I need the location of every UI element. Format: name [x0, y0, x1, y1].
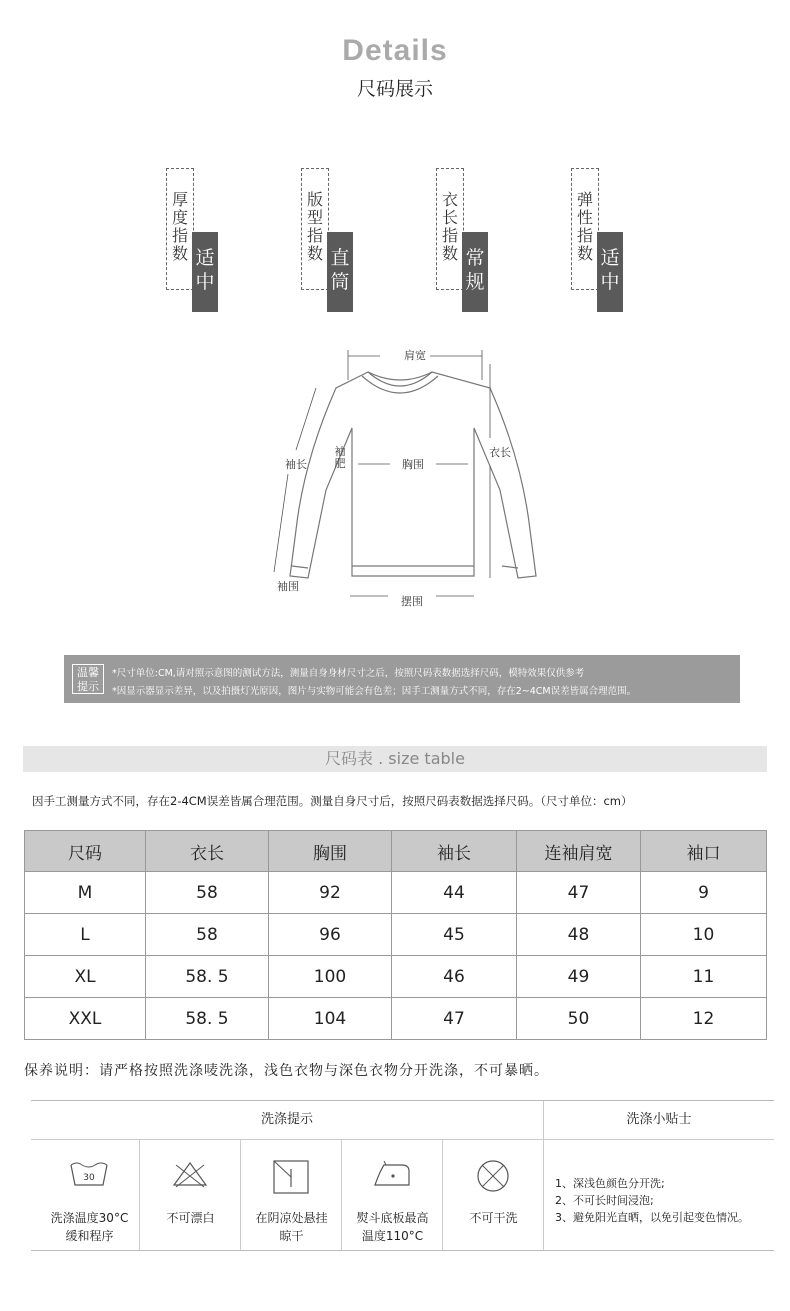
indicator-elasticity	[571, 168, 711, 313]
table-header-row	[25, 831, 767, 872]
cell: 48	[517, 914, 641, 956]
indicator-value: 适中	[192, 232, 218, 312]
cell: 58	[146, 914, 269, 956]
no-bleach-icon	[170, 1159, 210, 1189]
indicator-length	[436, 168, 576, 313]
wash-text	[39, 1209, 140, 1245]
wash-text	[342, 1209, 443, 1245]
notice-line-2: *因显示器显示差异，以及拍摄灯光原因，图片与实物可能会有色差；因手工测量方式不同，存在2~4CM误差皆属合理范围。	[112, 686, 637, 697]
cell: 45	[392, 914, 517, 956]
label-sleeve-length: 袖长	[285, 458, 307, 471]
care-instruction: 保养说明：请严格按照洗涤唛洗涤，浅色衣物与深色衣物分开洗涤，不可暴晒。	[24, 1063, 549, 1079]
wash-table	[31, 1100, 774, 1251]
wash-cell	[140, 1139, 241, 1250]
wash-30-icon	[69, 1159, 109, 1189]
cell: 44	[392, 872, 517, 914]
notice-line-1: *尺寸单位:CM,请对照示意图的测试方法，测量自身身材尺寸之后，按照尺码表数据选择尺码，模特效果仅供参考	[112, 668, 585, 679]
label-sleeve-width-2: 肥	[334, 457, 346, 470]
cell: 96	[269, 914, 392, 956]
indicator-value: 直筒	[327, 232, 353, 312]
wash-temp: 30	[83, 1173, 95, 1183]
label-cuff: 袖围	[277, 580, 299, 593]
cell: 58	[146, 872, 269, 914]
label-shoulder: 肩宽	[404, 349, 426, 362]
details-title: Details	[342, 34, 448, 67]
cell: 46	[392, 956, 517, 998]
col-header: 袖长	[392, 831, 517, 872]
cell: 50	[517, 998, 641, 1040]
tip-item: 1、深浅色颜色分开洗;	[555, 1177, 665, 1190]
wash-text-2: 缓和程序	[65, 1229, 114, 1243]
table-row	[25, 872, 767, 914]
indicator-label: 版型指数	[301, 168, 329, 290]
cell: XL	[25, 956, 146, 998]
cell: 11	[641, 956, 767, 998]
cell: L	[25, 914, 146, 956]
label-sleeve-width-1: 袖	[334, 445, 346, 458]
wash-text-1: 不可干洗	[469, 1211, 518, 1225]
sweater-diagram	[260, 340, 550, 620]
label-chest: 胸围	[402, 458, 424, 471]
cell: XXL	[25, 998, 146, 1040]
notice-banner	[64, 655, 740, 703]
wash-text	[443, 1209, 544, 1227]
wash-cell	[39, 1139, 140, 1250]
label-hem: 摆围	[401, 595, 423, 608]
iron-icon	[372, 1159, 412, 1189]
wash-text-1: 洗涤温度30°C	[50, 1211, 129, 1225]
cell: 49	[517, 956, 641, 998]
wash-text-1: 熨斗底板最高	[356, 1211, 429, 1225]
col-header: 胸围	[269, 831, 392, 872]
line-dry-shade-icon	[271, 1159, 311, 1195]
wash-text-1: 不可漂白	[166, 1211, 215, 1225]
tips-header: 洗涤小贴士	[544, 1101, 774, 1140]
size-table	[24, 830, 767, 1040]
wash-cell	[342, 1139, 443, 1250]
indicator-thickness	[166, 168, 306, 313]
tip-item: 3、避免阳光直晒，以免引起变色情况。	[555, 1211, 749, 1224]
size-table-description: 因手工测量方式不同，存在2-4CM误差皆属合理范围。测量自身尺寸后，按照尺码表数据选择尺码。（尺寸单位：cm）	[32, 794, 633, 808]
table-row	[25, 914, 767, 956]
table-row	[25, 998, 767, 1040]
indicator-label: 衣长指数	[436, 168, 464, 290]
label-length: 衣长	[489, 446, 511, 459]
cell: 47	[392, 998, 517, 1040]
wash-cell	[241, 1139, 342, 1250]
no-dry-clean-icon	[473, 1159, 513, 1193]
collar	[368, 372, 432, 386]
wash-text-2: 晾干	[279, 1229, 304, 1243]
tip-item: 2、不可长时间浸泡;	[555, 1194, 654, 1207]
notice-tag: 温馨提示	[72, 664, 104, 694]
indicator-label: 弹性指数	[571, 168, 599, 290]
cell: 9	[641, 872, 767, 914]
cell: 47	[517, 872, 641, 914]
col-header: 袖口	[641, 831, 767, 872]
indicator-value: 适中	[597, 232, 623, 312]
wash-text	[140, 1209, 241, 1227]
wash-text-2: 温度110°C	[361, 1229, 424, 1243]
cell: 104	[269, 998, 392, 1040]
cell: M	[25, 872, 146, 914]
indicator-label: 厚度指数	[166, 168, 194, 290]
wash-header: 洗涤提示	[31, 1101, 543, 1140]
col-header: 衣长	[146, 831, 269, 872]
size-table-title: 尺码表 . size table	[23, 746, 767, 772]
cell: 58. 5	[146, 998, 269, 1040]
wash-cell	[443, 1139, 544, 1250]
cell: 10	[641, 914, 767, 956]
cell: 58. 5	[146, 956, 269, 998]
indicator-fit	[301, 168, 441, 313]
wash-tips	[555, 1175, 749, 1226]
col-header: 尺码	[25, 831, 146, 872]
wash-text	[241, 1209, 342, 1245]
size-display-title: 尺码展示	[356, 78, 433, 100]
indicator-value: 常规	[462, 232, 488, 312]
sweater-outline	[290, 372, 536, 578]
wash-text-1: 在阴凉处悬挂	[255, 1211, 328, 1225]
cell: 92	[269, 872, 392, 914]
cell: 12	[641, 998, 767, 1040]
col-header: 连袖肩宽	[517, 831, 641, 872]
table-row	[25, 956, 767, 998]
cell: 100	[269, 956, 392, 998]
